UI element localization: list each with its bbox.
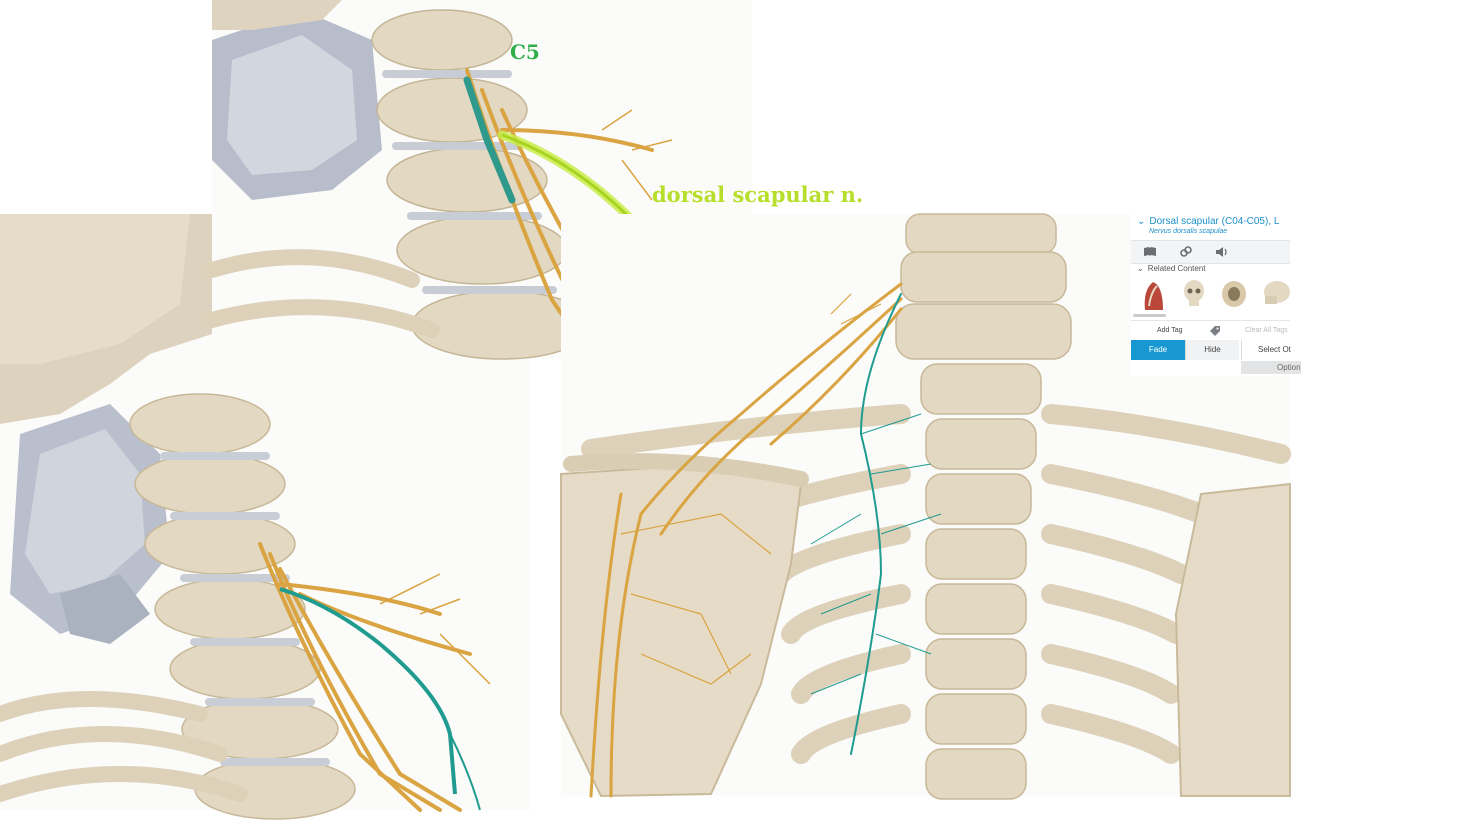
- related-thumb-skull-front[interactable]: [1177, 276, 1211, 312]
- related-thumb-skull-base[interactable]: [1217, 276, 1251, 312]
- select-other-button[interactable]: Select Ot: [1241, 340, 1301, 360]
- related-thumbnails: [1131, 276, 1290, 316]
- fade-button[interactable]: Fade: [1131, 340, 1185, 360]
- hide-button[interactable]: Hide: [1185, 340, 1239, 360]
- structure-info-card: [1131, 214, 1301, 376]
- structure-latin-name: Nervus dorsalis scapulae: [1149, 228, 1228, 235]
- related-thumb-neck-muscles[interactable]: [1137, 276, 1171, 312]
- related-thumb-skull-side[interactable]: [1257, 276, 1291, 312]
- thumbnail-scrollbar[interactable]: [1133, 314, 1166, 317]
- action-buttons: [1131, 340, 1290, 360]
- tag-row: [1131, 320, 1290, 341]
- add-tag-button[interactable]: Add Tag: [1157, 327, 1183, 334]
- link-icon[interactable]: [1179, 245, 1193, 259]
- structure-title-row[interactable]: [1137, 216, 1279, 227]
- related-content-label: Related Content: [1147, 264, 1206, 273]
- structure-title: Dorsal scapular (C04-C05), L: [1149, 216, 1280, 227]
- book-icon[interactable]: [1143, 245, 1157, 259]
- options-button[interactable]: Option: [1241, 361, 1301, 374]
- structure-toolbar: [1131, 240, 1290, 264]
- dorsal-scapular-nerve-label: dorsal scapular n.: [652, 182, 864, 207]
- tag-icon[interactable]: [1209, 325, 1221, 337]
- clear-all-tags-button[interactable]: Clear All Tags: [1245, 327, 1288, 334]
- related-content-heading[interactable]: [1137, 264, 1206, 273]
- chevron-down-icon[interactable]: ⌄: [1137, 216, 1146, 227]
- c5-root-label: C5: [510, 40, 540, 64]
- speaker-icon[interactable]: [1215, 245, 1229, 259]
- chevron-down-icon: ⌄: [1137, 264, 1144, 273]
